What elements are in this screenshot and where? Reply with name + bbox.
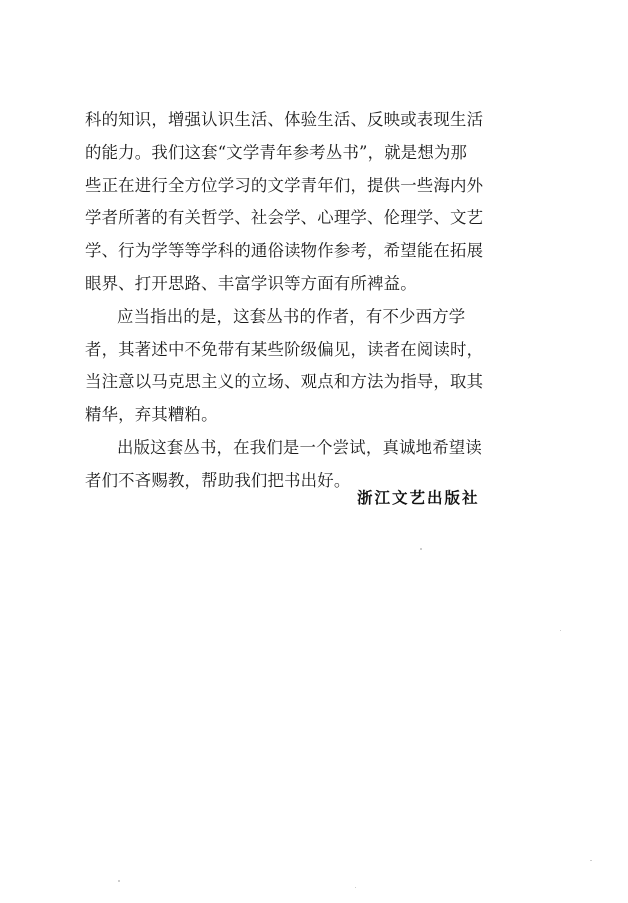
scan-speck bbox=[420, 548, 422, 550]
paragraph-1 bbox=[85, 104, 529, 301]
text-line: 精华，弃其糟粕。 bbox=[85, 405, 218, 425]
text-line: 出版这套丛书，在我们是一个尝试，真诚地希望读 bbox=[117, 437, 482, 457]
text-line: 科的知识，增强认识生活、体验生活、反映或表现生活 bbox=[85, 110, 484, 129]
body-text bbox=[85, 104, 529, 498]
scan-speck bbox=[590, 860, 592, 861]
scan-speck bbox=[118, 880, 120, 882]
paragraph-2 bbox=[85, 301, 529, 432]
publisher-signature: 浙江文艺出版社 bbox=[357, 489, 480, 507]
text-line: 的能力。我们这套“文学青年参考丛书”，就是想为那 bbox=[85, 142, 468, 162]
text-line: 者，其著述中不免带有某些阶级偏见，读者在阅读时， bbox=[85, 339, 484, 359]
scan-speck bbox=[560, 630, 561, 631]
text-line: 些正在进行全方位学习的文学青年们，提供一些海内外 bbox=[85, 175, 484, 195]
text-line: 学者所著的有关哲学、社会学、心理学、伦理学、文艺 bbox=[85, 208, 484, 228]
text-line: 者们不吝赐教，帮助我们把书出好。 bbox=[85, 470, 351, 490]
text-line: 学、行为学等等学科的通俗读物作参考，希望能在拓展 bbox=[85, 241, 484, 261]
text-line: 眼界、打开思路、丰富学识等方面有所裨益。 bbox=[85, 273, 417, 293]
scan-speck bbox=[355, 887, 356, 888]
text-line: 应当指出的是，这套丛书的作者，有不少西方学 bbox=[117, 306, 466, 326]
text-line: 当注意以马克思主义的立场、观点和方法为指导，取其 bbox=[85, 372, 484, 392]
